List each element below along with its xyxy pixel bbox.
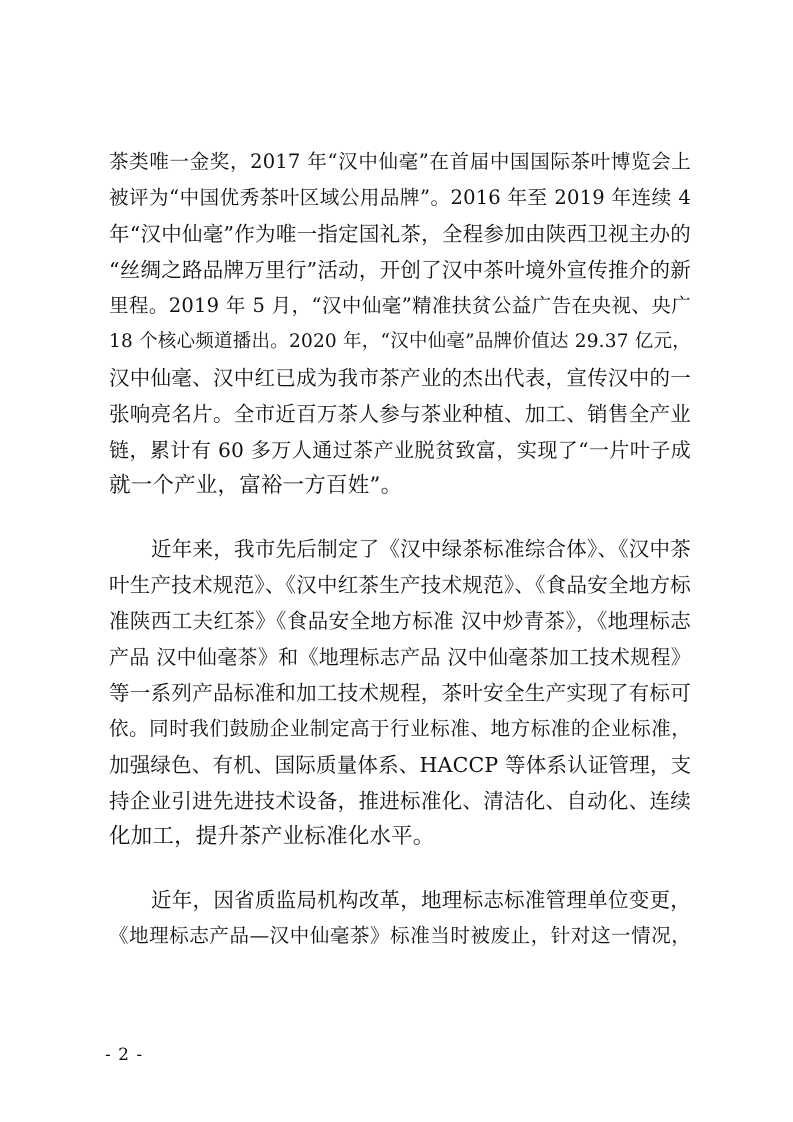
paragraph-2-line-2: 叶生产技术规范》、《汉中红茶生产技术规范》、《食品安全地方标 <box>109 573 691 597</box>
paragraph-1-line-4: “丝绸之路品牌万里行”活动，开创了汉中茶叶境外宣传推介的新 <box>109 258 691 282</box>
paragraph-1-line-7: 汉中仙毫、汉中红已成为我市茶产业的杰出代表，宣传汉中的一 <box>109 366 691 390</box>
paragraph-1-line-8: 张响亮名片。全市近百万茶人参与茶业种植、加工、销售全产业 <box>109 402 691 426</box>
paragraph-2-line-9: 化加工，提升茶产业标准化水平。 <box>109 824 435 849</box>
paragraph-2-line-6: 依。同时我们鼓励企业制定高于行业标准、地方标准的企业标准， <box>109 717 691 740</box>
paragraph-2-line-3: 准陕西工夫红茶》《食品安全地方标准 汉中炒青茶》，《地理标志 <box>109 609 691 633</box>
paragraph-1-line-10: 就一个产业，富裕一方百姓”。 <box>109 473 403 498</box>
paragraph-1-line-5: 里程。2019 年 5 月，“汉中仙毫”精准扶贫公益广告在央视、央广 <box>109 294 691 317</box>
paragraph-1-line-6: 18 个核心频道播出。2020 年，“汉中仙毫”品牌价值达 29.37 亿元， <box>109 331 691 352</box>
paragraph-1-line-2: 被评为“中国优秀茶叶区域公用品牌”。2016 年至 2019 年连续 4 <box>109 186 691 209</box>
paragraph-2-line-1: 近年来，我市先后制定了《汉中绿茶标准综合体》、《汉中茶 <box>151 537 691 561</box>
paragraph-2-line-5: 等一系列产品标准和加工技术规程，茶叶安全生产实现了有标可 <box>109 681 691 705</box>
page-number: - 2 - <box>105 1045 144 1065</box>
paragraph-2-line-4: 产品 汉中仙毫茶》和《地理标志产品 汉中仙毫茶加工技术规程》 <box>109 645 691 669</box>
paragraph-3-line-2: 《地理标志产品—汉中仙毫茶》标准当时被废止，针对这一情况， <box>109 924 691 947</box>
paragraph-1-line-9: 链，累计有 60 多万人通过茶产业脱贫致富，实现了“一片叶子成 <box>109 438 691 462</box>
paragraph-3-line-1: 近年，因省质监局机构改革，地理标志标准管理单位变更， <box>151 888 691 912</box>
paragraph-2-line-8: 持企业引进先进技术设备，推进标准化、清洁化、自动化、连续 <box>109 789 691 813</box>
paragraph-1-line-3: 年“汉中仙毫”作为唯一指定国礼茶，全程参加由陕西卫视主办的 <box>109 222 691 246</box>
paragraph-1-line-1: 茶类唯一金奖，2017 年“汉中仙毫”在首届中国国际茶叶博览会上 <box>109 150 691 173</box>
paragraph-2-line-7: 加强绿色、有机、国际质量体系、HACCP 等体系认证管理，支 <box>109 753 692 777</box>
